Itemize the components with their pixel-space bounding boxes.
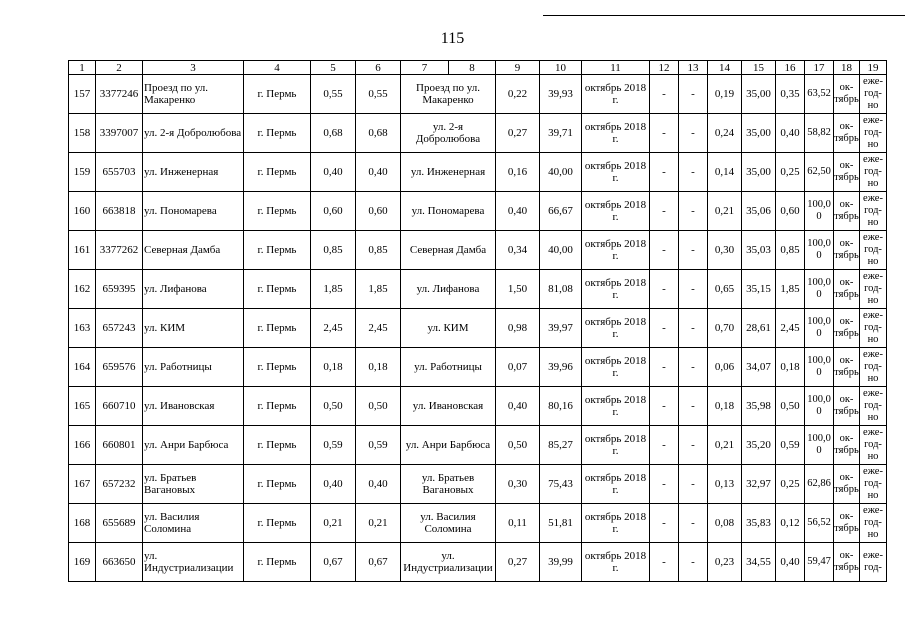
table-row	[69, 387, 887, 426]
month-cell: октябрь 2018 г.	[582, 309, 650, 348]
period-18-cell: ок-тябрь	[834, 543, 860, 582]
road-code-cell: 3377262	[96, 231, 143, 270]
value-9-cell: 1,50	[496, 270, 540, 309]
col-12-cell: -	[650, 543, 679, 582]
value-16-cell: 0,40	[776, 543, 805, 582]
frequency-19-cell: еже-год-но	[860, 153, 887, 192]
header-cell-18: 18	[834, 61, 860, 75]
value-9-cell: 0,16	[496, 153, 540, 192]
value-16-cell: 0,50	[776, 387, 805, 426]
header-cell-3: 3	[143, 61, 244, 75]
city-cell: г. Пермь	[244, 114, 311, 153]
percent-10-cell: 39,71	[540, 114, 582, 153]
city-cell: г. Пермь	[244, 426, 311, 465]
frequency-19-cell: еже-год-	[860, 543, 887, 582]
value-14-cell: 0,21	[708, 192, 742, 231]
col-12-cell: -	[650, 387, 679, 426]
length-repair-cell: 0,55	[356, 75, 401, 114]
value-9-cell: 0,50	[496, 426, 540, 465]
road-name-cell: ул. Индустриализации	[143, 543, 244, 582]
length-total-cell: 0,85	[311, 231, 356, 270]
road-code-cell: 660801	[96, 426, 143, 465]
row-number-cell: 160	[69, 192, 96, 231]
header-cell-4: 4	[244, 61, 311, 75]
col-13-cell: -	[679, 465, 708, 504]
city-cell: г. Пермь	[244, 309, 311, 348]
city-cell: г. Пермь	[244, 75, 311, 114]
month-cell: октябрь 2018 г.	[582, 504, 650, 543]
col-13-cell: -	[679, 504, 708, 543]
month-cell: октябрь 2018 г.	[582, 426, 650, 465]
value-9-cell: 0,07	[496, 348, 540, 387]
value-14-cell: 0,18	[708, 387, 742, 426]
percent-10-cell: 75,43	[540, 465, 582, 504]
percent-10-cell: 40,00	[540, 231, 582, 270]
percent-10-cell: 81,08	[540, 270, 582, 309]
row-number-cell: 163	[69, 309, 96, 348]
frequency-19-cell: еже-год-но	[860, 75, 887, 114]
table-row	[69, 309, 887, 348]
month-cell: октябрь 2018 г.	[582, 465, 650, 504]
segment-name-cell: ул. Василия Соломина	[401, 504, 496, 543]
col-12-cell: -	[650, 426, 679, 465]
value-14-cell: 0,13	[708, 465, 742, 504]
table-row	[69, 114, 887, 153]
period-18-cell: ок-тябрь	[834, 270, 860, 309]
value-16-cell: 0,60	[776, 192, 805, 231]
header-cell-17: 17	[805, 61, 834, 75]
header-cell-16: 16	[776, 61, 805, 75]
percent-17-cell: 63,52	[805, 75, 834, 114]
header-cell-12: 12	[650, 61, 679, 75]
value-14-cell: 0,14	[708, 153, 742, 192]
value-16-cell: 0,35	[776, 75, 805, 114]
value-16-cell: 0,59	[776, 426, 805, 465]
length-total-cell: 0,50	[311, 387, 356, 426]
frequency-19-cell: еже-год-но	[860, 465, 887, 504]
percent-17-cell: 56,52	[805, 504, 834, 543]
header-cell-7: 7	[401, 61, 449, 75]
value-14-cell: 0,06	[708, 348, 742, 387]
length-repair-cell: 1,85	[356, 270, 401, 309]
period-18-cell: ок-тябрь	[834, 192, 860, 231]
value-16-cell: 2,45	[776, 309, 805, 348]
length-total-cell: 1,85	[311, 270, 356, 309]
value-14-cell: 0,21	[708, 426, 742, 465]
col-12-cell: -	[650, 231, 679, 270]
row-number-cell: 159	[69, 153, 96, 192]
col-13-cell: -	[679, 75, 708, 114]
header-cell-1: 1	[69, 61, 96, 75]
city-cell: г. Пермь	[244, 192, 311, 231]
length-repair-cell: 0,68	[356, 114, 401, 153]
segment-name-cell: ул. КИМ	[401, 309, 496, 348]
row-number-cell: 167	[69, 465, 96, 504]
percent-17-cell: 100,0 0	[805, 387, 834, 426]
value-9-cell: 0,40	[496, 192, 540, 231]
value-14-cell: 0,19	[708, 75, 742, 114]
percent-17-cell: 100,0 0	[805, 309, 834, 348]
value-14-cell: 0,70	[708, 309, 742, 348]
page-number: 115	[440, 30, 465, 47]
table-row	[69, 504, 887, 543]
city-cell: г. Пермь	[244, 543, 311, 582]
period-18-cell: ок-тябрь	[834, 426, 860, 465]
road-code-cell: 660710	[96, 387, 143, 426]
road-name-cell: ул. Инженерная	[143, 153, 244, 192]
city-cell: г. Пермь	[244, 465, 311, 504]
period-18-cell: ок-тябрь	[834, 348, 860, 387]
percent-10-cell: 85,27	[540, 426, 582, 465]
value-9-cell: 0,34	[496, 231, 540, 270]
row-number-cell: 168	[69, 504, 96, 543]
road-code-cell: 663818	[96, 192, 143, 231]
percent-15-cell: 35,06	[742, 192, 776, 231]
length-total-cell: 0,40	[311, 465, 356, 504]
city-cell: г. Пермь	[244, 153, 311, 192]
value-16-cell: 0,12	[776, 504, 805, 543]
col-13-cell: -	[679, 192, 708, 231]
value-9-cell: 0,27	[496, 114, 540, 153]
percent-17-cell: 59,47	[805, 543, 834, 582]
segment-name-cell: Северная Дамба	[401, 231, 496, 270]
segment-name-cell: ул. Братьев Вагановых	[401, 465, 496, 504]
length-total-cell: 0,60	[311, 192, 356, 231]
month-cell: октябрь 2018 г.	[582, 387, 650, 426]
length-repair-cell: 0,40	[356, 465, 401, 504]
length-repair-cell: 0,50	[356, 387, 401, 426]
header-cell-6: 6	[356, 61, 401, 75]
city-cell: г. Пермь	[244, 504, 311, 543]
road-code-cell: 3377246	[96, 75, 143, 114]
table-row	[69, 465, 887, 504]
value-16-cell: 0,40	[776, 114, 805, 153]
row-number-cell: 158	[69, 114, 96, 153]
length-total-cell: 0,40	[311, 153, 356, 192]
month-cell: октябрь 2018 г.	[582, 348, 650, 387]
value-14-cell: 0,30	[708, 231, 742, 270]
road-name-cell: ул. 2-я Добролюбова	[143, 114, 244, 153]
percent-17-cell: 100,0 0	[805, 426, 834, 465]
percent-15-cell: 35,15	[742, 270, 776, 309]
frequency-19-cell: еже-год-но	[860, 192, 887, 231]
month-cell: октябрь 2018 г.	[582, 192, 650, 231]
segment-name-cell: ул. 2-я Добролюбова	[401, 114, 496, 153]
road-name-cell: ул. Работницы	[143, 348, 244, 387]
road-name-cell: Северная Дамба	[143, 231, 244, 270]
percent-15-cell: 35,98	[742, 387, 776, 426]
col-12-cell: -	[650, 504, 679, 543]
col-13-cell: -	[679, 426, 708, 465]
frequency-19-cell: еже-год-но	[860, 270, 887, 309]
percent-15-cell: 35,83	[742, 504, 776, 543]
percent-17-cell: 58,82	[805, 114, 834, 153]
period-18-cell: ок-тябрь	[834, 114, 860, 153]
col-13-cell: -	[679, 231, 708, 270]
segment-name-cell: Проезд по ул. Макаренко	[401, 75, 496, 114]
percent-10-cell: 39,93	[540, 75, 582, 114]
value-14-cell: 0,65	[708, 270, 742, 309]
value-16-cell: 0,25	[776, 153, 805, 192]
table-row	[69, 543, 887, 582]
col-12-cell: -	[650, 153, 679, 192]
period-18-cell: ок-тябрь	[834, 504, 860, 543]
header-cell-2: 2	[96, 61, 143, 75]
percent-15-cell: 34,07	[742, 348, 776, 387]
table-row	[69, 192, 887, 231]
length-total-cell: 0,59	[311, 426, 356, 465]
city-cell: г. Пермь	[244, 348, 311, 387]
data-table	[68, 60, 887, 582]
length-total-cell: 0,68	[311, 114, 356, 153]
frequency-19-cell: еже-год-но	[860, 309, 887, 348]
header-cell-11: 11	[582, 61, 650, 75]
length-repair-cell: 0,60	[356, 192, 401, 231]
percent-15-cell: 35,20	[742, 426, 776, 465]
col-12-cell: -	[650, 270, 679, 309]
value-9-cell: 0,22	[496, 75, 540, 114]
value-16-cell: 0,18	[776, 348, 805, 387]
col-12-cell: -	[650, 348, 679, 387]
period-18-cell: ок-тябрь	[834, 309, 860, 348]
value-9-cell: 0,40	[496, 387, 540, 426]
segment-name-cell: ул. Пономарева	[401, 192, 496, 231]
length-total-cell: 2,45	[311, 309, 356, 348]
row-number-cell: 169	[69, 543, 96, 582]
col-12-cell: -	[650, 465, 679, 504]
value-16-cell: 0,25	[776, 465, 805, 504]
frequency-19-cell: еже-год-но	[860, 114, 887, 153]
row-number-cell: 166	[69, 426, 96, 465]
segment-name-cell: ул. Ивановская	[401, 387, 496, 426]
month-cell: октябрь 2018 г.	[582, 114, 650, 153]
road-name-cell: ул. Василия Соломина	[143, 504, 244, 543]
percent-15-cell: 35,00	[742, 75, 776, 114]
col-13-cell: -	[679, 153, 708, 192]
segment-name-cell: ул. Инженерная	[401, 153, 496, 192]
road-code-cell: 655703	[96, 153, 143, 192]
col-13-cell: -	[679, 270, 708, 309]
col-13-cell: -	[679, 348, 708, 387]
road-name-cell: ул. Пономарева	[143, 192, 244, 231]
month-cell: октябрь 2018 г.	[582, 231, 650, 270]
percent-10-cell: 39,97	[540, 309, 582, 348]
value-16-cell: 1,85	[776, 270, 805, 309]
period-18-cell: ок-тябрь	[834, 387, 860, 426]
table-row	[69, 153, 887, 192]
road-code-cell: 655689	[96, 504, 143, 543]
value-14-cell: 0,24	[708, 114, 742, 153]
header-cell-5: 5	[311, 61, 356, 75]
value-9-cell: 0,30	[496, 465, 540, 504]
col-13-cell: -	[679, 114, 708, 153]
percent-17-cell: 100,0 0	[805, 270, 834, 309]
length-repair-cell: 0,40	[356, 153, 401, 192]
frequency-19-cell: еже-год-но	[860, 387, 887, 426]
value-14-cell: 0,08	[708, 504, 742, 543]
percent-15-cell: 34,55	[742, 543, 776, 582]
length-repair-cell: 2,45	[356, 309, 401, 348]
frequency-19-cell: еже-год-но	[860, 231, 887, 270]
table-row	[69, 270, 887, 309]
value-9-cell: 0,98	[496, 309, 540, 348]
road-name-cell: ул. Лифанова	[143, 270, 244, 309]
percent-17-cell: 100,0 0	[805, 192, 834, 231]
percent-15-cell: 35,03	[742, 231, 776, 270]
header-cell-19: 19	[860, 61, 887, 75]
period-18-cell: ок-тябрь	[834, 231, 860, 270]
segment-name-cell: ул. Индустриализации	[401, 543, 496, 582]
header-cell-8: 8	[449, 61, 496, 75]
row-number-cell: 162	[69, 270, 96, 309]
row-number-cell: 157	[69, 75, 96, 114]
frequency-19-cell: еже-год-но	[860, 504, 887, 543]
header-cell-14: 14	[708, 61, 742, 75]
segment-name-cell: ул. Анри Барбюса	[401, 426, 496, 465]
road-code-cell: 3397007	[96, 114, 143, 153]
length-total-cell: 0,55	[311, 75, 356, 114]
col-12-cell: -	[650, 309, 679, 348]
month-cell: октябрь 2018 г.	[582, 75, 650, 114]
col-12-cell: -	[650, 192, 679, 231]
header-cell-13: 13	[679, 61, 708, 75]
month-cell: октябрь 2018 г.	[582, 543, 650, 582]
month-cell: октябрь 2018 г.	[582, 270, 650, 309]
percent-10-cell: 39,96	[540, 348, 582, 387]
road-code-cell: 659395	[96, 270, 143, 309]
road-code-cell: 659576	[96, 348, 143, 387]
length-repair-cell: 0,59	[356, 426, 401, 465]
percent-10-cell: 40,00	[540, 153, 582, 192]
top-rule	[543, 15, 905, 16]
percent-10-cell: 66,67	[540, 192, 582, 231]
row-number-cell: 164	[69, 348, 96, 387]
road-code-cell: 663650	[96, 543, 143, 582]
percent-10-cell: 39,99	[540, 543, 582, 582]
table-body	[69, 75, 887, 582]
city-cell: г. Пермь	[244, 387, 311, 426]
road-code-cell: 657232	[96, 465, 143, 504]
col-13-cell: -	[679, 309, 708, 348]
percent-17-cell: 62,86	[805, 465, 834, 504]
road-name-cell: Проезд по ул. Макаренко	[143, 75, 244, 114]
value-9-cell: 0,11	[496, 504, 540, 543]
segment-name-cell: ул. Работницы	[401, 348, 496, 387]
table-row	[69, 231, 887, 270]
row-number-cell: 161	[69, 231, 96, 270]
percent-15-cell: 35,00	[742, 114, 776, 153]
road-name-cell: ул. Анри Барбюса	[143, 426, 244, 465]
table-row	[69, 348, 887, 387]
value-14-cell: 0,23	[708, 543, 742, 582]
road-name-cell: ул. Братьев Вагановых	[143, 465, 244, 504]
table-row	[69, 426, 887, 465]
percent-15-cell: 35,00	[742, 153, 776, 192]
percent-17-cell: 100,0 0	[805, 231, 834, 270]
length-total-cell: 0,67	[311, 543, 356, 582]
frequency-19-cell: еже-год-но	[860, 426, 887, 465]
period-18-cell: ок-тябрь	[834, 465, 860, 504]
percent-17-cell: 62,50	[805, 153, 834, 192]
percent-15-cell: 32,97	[742, 465, 776, 504]
header-cell-9: 9	[496, 61, 540, 75]
length-repair-cell: 0,21	[356, 504, 401, 543]
col-12-cell: -	[650, 114, 679, 153]
length-repair-cell: 0,67	[356, 543, 401, 582]
col-12-cell: -	[650, 75, 679, 114]
value-9-cell: 0,27	[496, 543, 540, 582]
frequency-19-cell: еже-год-но	[860, 348, 887, 387]
period-18-cell: ок-тябрь	[834, 153, 860, 192]
road-name-cell: ул. Ивановская	[143, 387, 244, 426]
header-cell-10: 10	[540, 61, 582, 75]
segment-name-cell: ул. Лифанова	[401, 270, 496, 309]
length-total-cell: 0,21	[311, 504, 356, 543]
length-total-cell: 0,18	[311, 348, 356, 387]
road-name-cell: ул. КИМ	[143, 309, 244, 348]
col-13-cell: -	[679, 543, 708, 582]
road-code-cell: 657243	[96, 309, 143, 348]
header-row	[69, 61, 887, 75]
col-13-cell: -	[679, 387, 708, 426]
city-cell: г. Пермь	[244, 270, 311, 309]
length-repair-cell: 0,18	[356, 348, 401, 387]
period-18-cell: ок-тябрь	[834, 75, 860, 114]
value-16-cell: 0,85	[776, 231, 805, 270]
table-row	[69, 75, 887, 114]
percent-17-cell: 100,0 0	[805, 348, 834, 387]
month-cell: октябрь 2018 г.	[582, 153, 650, 192]
percent-15-cell: 28,61	[742, 309, 776, 348]
row-number-cell: 165	[69, 387, 96, 426]
percent-10-cell: 51,81	[540, 504, 582, 543]
header-cell-15: 15	[742, 61, 776, 75]
percent-10-cell: 80,16	[540, 387, 582, 426]
city-cell: г. Пермь	[244, 231, 311, 270]
length-repair-cell: 0,85	[356, 231, 401, 270]
